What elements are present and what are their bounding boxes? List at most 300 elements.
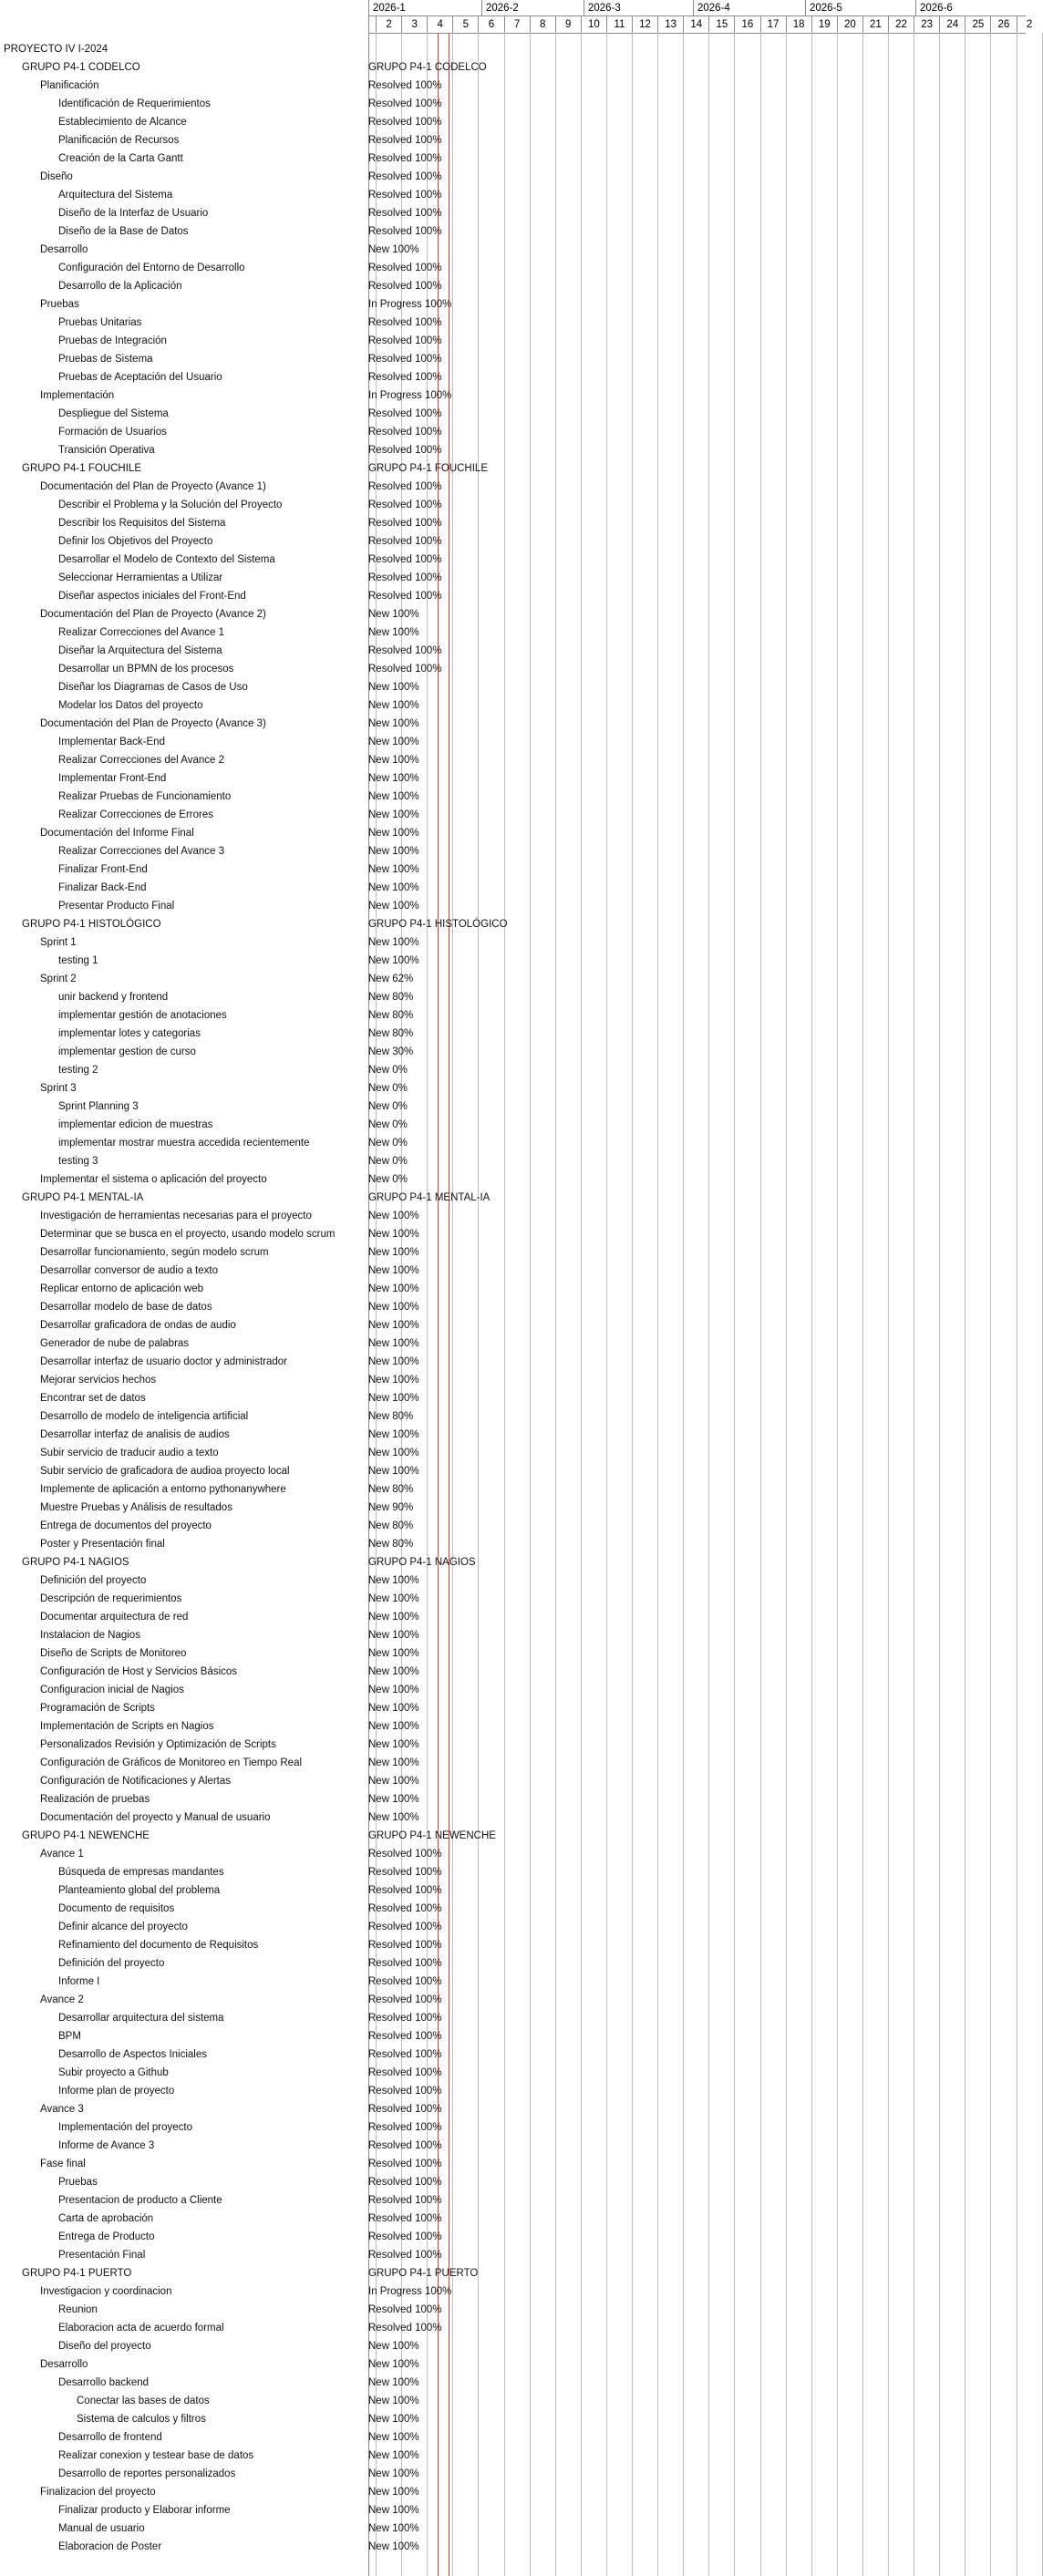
task-row-label[interactable]: Mejorar servicios hechos [40,1375,157,1386]
task-row-label[interactable]: Poster y Presentación final [40,1539,165,1550]
task-row-label[interactable]: Diseño de la Interfaz de Usuario [58,208,209,219]
task-row-label[interactable]: implementar edicion de muestras [58,1119,213,1130]
week-header-cell: 4 [427,16,452,33]
task-row-label[interactable]: Muestre Pruebas y Análisis de resultados [40,1502,232,1513]
week-header-cell: 13 [657,16,683,33]
task-row-label[interactable]: Subir servicio de graficadora de audioa proyecto local [40,1466,290,1477]
task-status: In Progress 100% [368,2286,452,2297]
task-status: Resolved 100% [368,2049,442,2060]
task-row-label[interactable]: Configuración de Notificaciones y Alertas [40,1776,232,1787]
task-row-label[interactable]: Documentación del Plan de Proyecto (Avance 1) [40,481,266,492]
week-header-cell: 24 [939,16,965,33]
task-status: New 100% [368,828,419,839]
task-row-label[interactable]: Implemente de aplicación a entorno pythonanywhere [40,1484,286,1495]
task-row-label[interactable]: Elaboracion de Poster [58,2541,162,2552]
task-status: New 30% [368,1046,414,1057]
task-status: Resolved 100% [368,2323,442,2334]
task-status: Resolved 100% [368,317,442,328]
task-row-label[interactable]: Personalizados Revisión y Optimización de Scripts [40,1739,276,1750]
task-row-label[interactable]: implementar mostrar muestra accedida recientemente [58,1138,310,1149]
group-row-label[interactable]: GRUPO P4-1 PUERTO [22,2268,132,2279]
week-grid-line [478,33,479,2576]
task-status: Resolved 100% [368,536,442,547]
task-row-label[interactable]: Determinar que se busca en el proyecto, usando modelo scrum [40,1229,336,1240]
project-title[interactable]: PROYECTO IV I-2024 [4,44,108,55]
week-header-cell: 23 [914,16,939,33]
task-row-label[interactable]: Desarrollar interfaz de usuario doctor y administrador [40,1356,288,1367]
task-row-label[interactable]: Instalacion de Nagios [40,1630,140,1641]
task-status: Resolved 100% [368,591,442,602]
task-row-label[interactable]: Modelar los Datos del proyecto [58,700,203,711]
task-row-label[interactable]: Configuración de Host y Servicios Básicos [40,1666,238,1677]
task-row-label[interactable]: Despliegue del Sistema [58,408,169,419]
task-status: New 100% [368,700,419,711]
week-header-cell: 16 [734,16,759,33]
task-status: New 100% [368,2396,419,2406]
task-status: New 100% [368,1776,419,1787]
task-row-label[interactable]: Identificación de Requerimientos [58,98,211,109]
task-row-label[interactable]: Sprint Planning 3 [58,1101,139,1112]
group-row-label[interactable]: GRUPO P4-1 NEWENCHE [22,1830,150,1841]
week-header-cell: 17 [760,16,786,33]
week-header-cell: 2 [1017,16,1042,33]
task-row-label[interactable]: unir backend y frontend [58,992,169,1003]
task-status: New 100% [368,1575,419,1586]
task-status: New 100% [368,2541,419,2552]
task-row-label[interactable]: Pruebas de Aceptación del Usuario [58,372,222,383]
task-row-label[interactable]: Desarrollo backend [58,2377,150,2388]
task-status: New 80% [368,992,414,1003]
week-grid-line [504,33,505,2576]
task-row-label[interactable]: Definir los Objetivos del Proyecto [58,536,213,547]
week-header-cell: 15 [708,16,734,33]
group-row-label[interactable]: GRUPO P4-1 MENTAL-IA [22,1192,144,1203]
task-row-label[interactable]: Describir el Problema y la Solución del Proyecto [58,500,283,510]
task-status: Resolved 100% [368,226,442,237]
task-status: New 100% [368,244,419,255]
group-row-label[interactable]: GRUPO P4-1 NAGIOS [22,1557,129,1568]
task-status: New 0% [368,1101,408,1112]
task-row-label[interactable]: Configuracion inicial de Nagios [40,1685,184,1695]
task-row-label[interactable]: Carta de aprobación [58,2213,154,2224]
task-row-label[interactable]: Documentar arquitectura de red [40,1612,189,1623]
week-header-cell: 18 [786,16,811,33]
task-row-label[interactable]: Manual de usuario [58,2523,145,2534]
task-row-label[interactable]: Configuración de Gráficos de Monitoreo en Tiempo Real [40,1757,303,1768]
group-row-label[interactable]: GRUPO P4-1 FOUCHILE [22,463,141,474]
task-row-label[interactable]: Pruebas de Sistema [58,354,153,365]
task-status: Resolved 100% [368,135,442,146]
task-status: Resolved 100% [368,645,442,656]
task-status: Resolved 100% [368,281,442,292]
task-row-label[interactable]: Finalizar producto y Elaborar informe [58,2505,231,2516]
task-row-label[interactable]: Definición del proyecto [58,1958,165,1969]
week-grid-line [965,33,966,2576]
task-row-label[interactable]: Informe plan de proyecto [58,2086,175,2097]
task-row-label[interactable]: Implementación de Scripts en Nagios [40,1721,214,1732]
task-status: New 100% [368,1338,419,1349]
task-status: New 100% [368,627,419,638]
task-row-label[interactable]: Finalizacion del proyecto [40,2487,156,2498]
task-row-label[interactable]: Planificación [40,80,99,91]
task-status: Resolved 100% [368,1867,442,1878]
task-row-label[interactable]: Búsqueda de empresas mandantes [58,1867,224,1878]
task-row-label[interactable]: testing 2 [58,1065,98,1076]
task-row-label[interactable]: Desarrollar modelo de base de datos [40,1302,212,1313]
task-row-label[interactable]: Realizar Correcciones del Avance 2 [58,755,224,766]
month-header-cell: 2026-5 [805,0,915,16]
task-status: New 100% [368,2432,419,2443]
task-row-label[interactable]: Replicar entorno de aplicación web [40,1283,203,1294]
task-row-label[interactable]: Configuración del Entorno de Desarrollo [58,263,245,273]
task-row-label[interactable]: Realizar Correcciones del Avance 1 [58,627,224,638]
task-status: Resolved 100% [368,354,442,365]
task-status: New 100% [368,755,419,766]
week-grid-line [452,33,453,2576]
task-status: New 80% [368,1028,414,1039]
task-row-label[interactable]: Entrega de Producto [58,2231,155,2242]
task-row-label[interactable]: Diseño [40,171,73,182]
task-status: Resolved 100% [368,2122,442,2133]
header-divider [368,15,1026,16]
task-row-label[interactable]: Diseño del proyecto [58,2341,151,2352]
task-status: Resolved 100% [368,2177,442,2188]
task-status: New 100% [368,1630,419,1641]
week-header-cell: 25 [965,16,990,33]
task-row-label[interactable]: Sprint 2 [40,974,77,984]
task-status: In Progress 100% [368,390,452,401]
task-status: Resolved 100% [368,572,442,583]
week-grid-line [581,33,582,2576]
task-row-label[interactable]: Reunion [58,2304,98,2315]
week-grid-line [555,33,556,2576]
task-row-label[interactable]: Presentacion de producto a Cliente [58,2195,222,2206]
task-row-label[interactable]: Subir servicio de traducir audio a texto [40,1448,219,1458]
week-grid-line [632,33,633,2576]
task-status: New 100% [368,1448,419,1458]
task-row-label[interactable]: Diseñar aspectos iniciales del Front-End [58,591,246,602]
task-status: New 100% [368,2414,419,2425]
task-status: New 100% [368,2377,419,2388]
task-row-label[interactable]: Planificación de Recursos [58,135,180,146]
task-row-label[interactable]: Avance 1 [40,1849,84,1860]
task-row-label[interactable]: Transición Operativa [58,445,155,456]
task-status: Resolved 100% [368,2013,442,2024]
week-header-cell: 3 [401,16,427,33]
task-row-label[interactable]: Implementación del proyecto [58,2122,193,2133]
task-row-label[interactable]: Realizar conexion y testear base de datos [58,2450,254,2461]
week-grid-line [606,33,607,2576]
task-status: New 100% [368,1812,419,1823]
task-row-label[interactable]: Documento de requisitos [58,1903,175,1914]
task-status: New 100% [368,1612,419,1623]
task-row-label[interactable]: Descripción de requerimientos [40,1593,182,1604]
week-header-cell: 9 [555,16,581,33]
week-grid-line [530,33,531,2576]
task-status: New 100% [368,2468,419,2479]
task-row-label[interactable]: Desarrollo de modelo de inteligencia artificial [40,1411,249,1422]
task-status: New 80% [368,1010,414,1021]
task-status: New 90% [368,1502,414,1513]
task-status: Resolved 100% [368,335,442,346]
task-row-label[interactable]: Documentación del proyecto y Manual de usuario [40,1812,271,1823]
task-status: New 80% [368,1539,414,1550]
task-row-label[interactable]: Desarrollar un BPMN de los procesos [58,664,234,675]
task-row-label[interactable]: testing 1 [58,955,98,966]
task-status: Resolved 100% [368,2213,442,2224]
task-row-label[interactable]: Desarrollar arquitectura del sistema [58,2013,224,2024]
task-row-label[interactable]: Desarrollo [40,244,88,255]
task-status: New 80% [368,1411,414,1422]
task-row-label[interactable]: Avance 3 [40,2104,84,2115]
task-status: Resolved 100% [368,2304,442,2315]
task-row-label[interactable]: Finalizar Front-End [58,864,148,875]
task-row-label[interactable]: Pruebas de Integración [58,335,167,346]
task-row-label[interactable]: Desarrollar graficadora de ondas de audio [40,1320,236,1331]
task-status: Resolved 100% [368,372,442,383]
week-header-cell: 8 [530,16,555,33]
task-status: Resolved 100% [368,554,442,565]
task-status: New 100% [368,1393,419,1404]
task-status: New 100% [368,1429,419,1440]
week-grid-line [811,33,812,2576]
task-row-label[interactable]: Realizar Correcciones de Errores [58,809,214,820]
task-row-label[interactable]: implementar gestión de anotaciones [58,1010,227,1021]
week-header-cell: 14 [683,16,708,33]
task-status: Resolved 100% [368,664,442,675]
week-header-cell: 2 [376,16,401,33]
task-status: New 80% [368,1484,414,1495]
task-status: New 100% [368,1466,419,1477]
task-status: Resolved 100% [368,2250,442,2261]
task-status: New 100% [368,773,419,784]
week-header-cell: 6 [478,16,503,33]
group-row-label[interactable]: GRUPO P4-1 HISTOLÓGICO [22,919,161,930]
task-status: Resolved 100% [368,98,442,109]
task-status: New 100% [368,1302,419,1313]
task-status: New 100% [368,864,419,875]
week-grid-line [786,33,787,2576]
task-row-label[interactable]: Implementar Front-End [58,773,167,784]
week-header-cell: 5 [452,16,478,33]
task-row-label[interactable]: Informe de Avance 3 [58,2140,155,2151]
task-status: New 100% [368,791,419,802]
week-header-cell: 26 [990,16,1016,33]
task-row-label[interactable]: Desarrollar conversor de audio a texto [40,1265,218,1276]
task-status: New 80% [368,1520,414,1531]
task-row-label[interactable]: Informe I [58,1976,100,1987]
task-status: New 100% [368,2359,419,2370]
task-row-label[interactable]: Sistema de calculos y filtros [77,2414,206,2425]
task-status: New 100% [368,1356,419,1367]
week-grid-line [708,33,709,2576]
task-row-label[interactable]: Encontrar set de datos [40,1393,146,1404]
task-status: GRUPO P4-1 PUERTO [368,2268,479,2279]
task-status: New 100% [368,2505,419,2516]
task-status: Resolved 100% [368,2231,442,2242]
task-status: Resolved 100% [368,2159,442,2169]
task-status: New 100% [368,2450,419,2461]
task-row-label[interactable]: Desarrollo de frontend [58,2432,162,2443]
task-row-label[interactable]: Subir proyecto a Github [58,2067,169,2078]
task-row-label[interactable]: Desarrollo de la Aplicación [58,281,182,292]
month-header-cell: 2026-3 [583,0,693,16]
task-status: New 100% [368,1794,419,1805]
task-status: New 100% [368,1757,419,1768]
week-header-cell: 22 [888,16,914,33]
week-grid-line [657,33,658,2576]
task-row-label[interactable]: Sprint 3 [40,1083,77,1094]
task-row-label[interactable]: Fase final [40,2159,86,2169]
task-status: New 100% [368,901,419,912]
task-row-label[interactable]: Realizar Correcciones del Avance 3 [58,846,224,857]
task-status: Resolved 100% [368,2031,442,2042]
month-header-cell: 2026-2 [481,0,583,16]
task-row-label[interactable]: Entrega de documentos del proyecto [40,1520,212,1531]
task-row-label[interactable]: Pruebas [58,2177,98,2188]
task-row-label[interactable]: Definir alcance del proyecto [58,1922,188,1932]
task-status: New 62% [368,974,414,984]
task-status: New 100% [368,1283,419,1294]
task-row-label[interactable]: Investigacion y coordinacion [40,2286,172,2297]
task-status: New 100% [368,2523,419,2534]
task-status: New 100% [368,846,419,857]
task-status: Resolved 100% [368,1922,442,1932]
task-status: New 100% [368,1703,419,1714]
task-status: New 100% [368,1648,419,1659]
task-row-label[interactable]: Programación de Scripts [40,1703,155,1714]
task-status: Resolved 100% [368,1994,442,2005]
task-status: New 100% [368,955,419,966]
task-status: New 100% [368,1211,419,1221]
task-row-label[interactable]: Documentación del Plan de Proyecto (Avance 2) [40,609,266,620]
group-row-label[interactable]: GRUPO P4-1 CODELCO [22,62,140,73]
task-row-label[interactable]: Diseñar la Arquitectura del Sistema [58,645,222,656]
task-row-label[interactable]: Generador de nube de palabras [40,1338,190,1349]
task-row-label[interactable]: Desarrollo de Aspectos Iniciales [58,2049,207,2060]
task-status: GRUPO P4-1 CODELCO [368,62,487,73]
task-status: Resolved 100% [368,408,442,419]
week-grid-line [837,33,838,2576]
task-status: Resolved 100% [368,427,442,438]
task-row-label[interactable]: testing 3 [58,1156,98,1167]
week-grid-line [939,33,940,2576]
week-grid-line [990,33,991,2576]
task-status: New 100% [368,1320,419,1331]
task-row-label[interactable]: Desarrollo [40,2359,88,2370]
task-row-label[interactable]: Avance 2 [40,1994,84,2005]
task-row-label[interactable]: Diseñar los Diagramas de Casos de Uso [58,682,248,693]
month-header-cell: 2026-6 [915,0,1026,16]
task-row-label[interactable]: Desarrollar funcionamiento, según modelo scrum [40,1247,269,1258]
week-header-cell: 7 [504,16,530,33]
task-status: Resolved 100% [368,500,442,510]
task-status: Resolved 100% [368,263,442,273]
task-status: Resolved 100% [368,518,442,529]
task-row-label[interactable]: Investigación de herramientas necesarias para el proyecto [40,1211,312,1221]
task-status: New 100% [368,1739,419,1750]
task-status: New 100% [368,1247,419,1258]
task-row-label[interactable]: Realizar Pruebas de Funcionamiento [58,791,232,802]
task-row-label[interactable]: Implementar Back-End [58,737,165,747]
month-header-cell: 2026-4 [693,0,805,16]
week-grid-line [734,33,735,2576]
task-row-label[interactable]: Creación de la Carta Gantt [58,153,183,164]
task-status: Resolved 100% [368,80,442,91]
task-row-label[interactable]: Finalizar Back-End [58,882,147,893]
task-status: Resolved 100% [368,1940,442,1951]
task-row-label[interactable]: Seleccionar Herramientas a Utilizar [58,572,223,583]
task-row-label[interactable]: Planteamiento global del problema [58,1885,221,1896]
task-status: Resolved 100% [368,171,442,182]
task-row-label[interactable]: BPM [58,2031,81,2042]
task-status: GRUPO P4-1 HISTOLÓGICO [368,919,508,930]
task-row-label[interactable]: implementar lotes y categorias [58,1028,201,1039]
task-row-label[interactable]: Describir los Requisitos del Sistema [58,518,226,529]
task-row-label[interactable]: implementar gestion de curso [58,1046,196,1057]
task-status: New 100% [368,1265,419,1276]
task-row-label[interactable]: Diseño de Scripts de Monitoreo [40,1648,187,1659]
task-row-label[interactable]: Sprint 1 [40,937,77,948]
task-row-label[interactable]: Documentación del Plan de Proyecto (Avance 3) [40,718,266,729]
task-status: New 0% [368,1119,408,1130]
task-row-label[interactable]: Pruebas Unitarias [58,317,142,328]
week-grid-line [888,33,889,2576]
task-row-label[interactable]: Conectar las bases de datos [77,2396,210,2406]
week-header-cell: 12 [632,16,657,33]
task-row-label[interactable]: Desarrollar interfaz de analisis de audios [40,1429,230,1440]
task-row-label[interactable]: Desarrollar el Modelo de Contexto del Sistema [58,554,275,565]
task-status: Resolved 100% [368,481,442,492]
task-status: New 100% [368,737,419,747]
task-status: Resolved 100% [368,190,442,201]
task-status: New 100% [368,1666,419,1677]
task-row-label[interactable]: Implementación [40,390,115,401]
task-status: New 0% [368,1065,408,1076]
task-row-label[interactable]: Definición del proyecto [40,1575,147,1586]
task-row-label[interactable]: Establecimiento de Alcance [58,117,187,128]
task-row-label[interactable]: Realización de pruebas [40,1794,150,1805]
task-status: Resolved 100% [368,1958,442,1969]
task-row-label[interactable]: Arquitectura del Sistema [58,190,173,201]
task-status: Resolved 100% [368,2104,442,2115]
task-row-label[interactable]: Presentación Final [58,2250,146,2261]
task-status: Resolved 100% [368,117,442,128]
task-status: New 100% [368,718,419,729]
week-header-cell: 19 [811,16,837,33]
task-row-label[interactable]: Pruebas [40,299,79,310]
week-grid-line [760,33,761,2576]
task-status: Resolved 100% [368,208,442,219]
task-row-label[interactable]: Elaboracion acta de acuerdo formal [58,2323,224,2334]
task-status: New 100% [368,1375,419,1386]
task-row-label[interactable]: Formación de Usuarios [58,427,167,438]
task-status: New 100% [368,1593,419,1604]
week-header-cell: 20 [837,16,862,33]
task-row-label[interactable]: Implementar el sistema o aplicación del proyecto [40,1174,267,1185]
task-status: New 0% [368,1138,408,1149]
task-row-label[interactable]: Presentar Producto Final [58,901,175,912]
task-status: Resolved 100% [368,153,442,164]
task-status: Resolved 100% [368,445,442,456]
month-header-cell: 2026-1 [368,0,481,16]
task-status: In Progress 100% [368,299,452,310]
task-row-label[interactable]: Diseño de la Base de Datos [58,226,189,237]
task-row-label[interactable]: Refinamiento del documento de Requisitos [58,1940,259,1951]
task-row-label[interactable]: Documentación del Informe Final [40,828,194,839]
task-status: Resolved 100% [368,1885,442,1896]
task-row-label[interactable]: Desarrollo de reportes personalizados [58,2468,236,2479]
